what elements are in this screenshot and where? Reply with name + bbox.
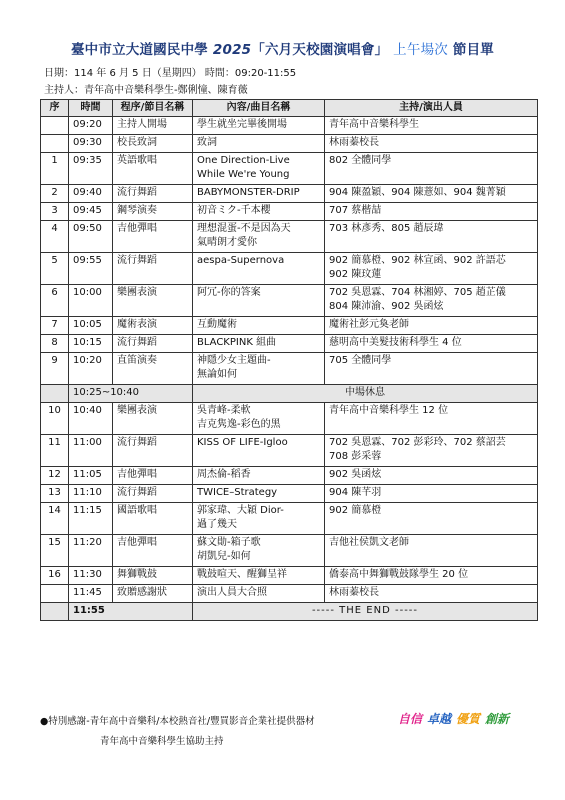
content-line: KISS OF LIFE-Igloo: [197, 437, 288, 448]
performer-line: 902 簡慕橙: [329, 505, 382, 516]
performer-cell: [325, 485, 538, 503]
seq-cell: 2: [41, 185, 69, 203]
performer-cell: [325, 353, 538, 385]
performer-line: 902 簡慕橙、902 林宣函、902 許語芯: [329, 255, 506, 266]
table-row: [41, 253, 538, 285]
program-cell: 流行舞蹈: [113, 253, 193, 285]
performer-cell: [325, 585, 538, 603]
program-table: [40, 99, 538, 621]
program-cell: 魔術表演: [113, 317, 193, 335]
title-suffix: 節目單: [452, 42, 494, 58]
performer-line: 吉他社侯凱文老師: [329, 537, 409, 548]
content-line: 致詞: [197, 137, 217, 148]
table-row: [41, 435, 538, 467]
performer-line: 青年高中音樂科學生: [329, 119, 419, 130]
time-cell: 09:55: [69, 253, 113, 285]
event-year: 2025: [212, 42, 252, 58]
performer-line: 林雨蓁校長: [329, 137, 379, 148]
performer-line: 707 蔡楷喆: [329, 205, 382, 216]
content-line: 演出人員大合照: [197, 587, 267, 598]
time-cell: 11:10: [69, 485, 113, 503]
content-cell: [193, 485, 325, 503]
performer-cell: [325, 203, 538, 221]
table-row: [41, 135, 538, 153]
table-row: [41, 221, 538, 253]
time-cell: 09:45: [69, 203, 113, 221]
table-row: [41, 185, 538, 203]
performer-line: 702 吳恩霖、704 林湘婷、705 趙芷儀: [329, 287, 506, 298]
content-line: 蘇文勛-箱子歌: [197, 537, 261, 548]
seq-cell: 7: [41, 317, 69, 335]
performer-line: 703 林彥秀、805 趙辰瑋: [329, 223, 444, 234]
content-cell: [193, 117, 325, 135]
performer-cell: [325, 317, 538, 335]
program-cell: 吉他彈唱: [113, 535, 193, 567]
school-name: 臺中市立大道國民中學: [70, 42, 208, 58]
performer-line: 804 陳沛渝、902 吳函炫: [329, 301, 444, 312]
seq-cell: 16: [41, 567, 69, 585]
performer-cell: [325, 135, 538, 153]
break-time: 10:25~10:40: [69, 385, 193, 403]
performer-line: 904 陳盈穎、904 陳薏如、904 魏菁穎: [329, 187, 506, 198]
seq-cell: 5: [41, 253, 69, 285]
page-title: [0, 38, 565, 58]
content-cell: [193, 317, 325, 335]
content-line: 學生就坐完畢後開場: [197, 119, 287, 130]
table-row: [41, 485, 538, 503]
content-line: While We're Young: [197, 169, 290, 180]
content-cell: [193, 467, 325, 485]
program-cell: 吉他彈唱: [113, 467, 193, 485]
performer-line: 林雨蓁校長: [329, 587, 379, 598]
content-line: One Direction-Live: [197, 155, 290, 166]
time-cell: 09:30: [69, 135, 113, 153]
content-cell: [193, 567, 325, 585]
content-cell: [193, 435, 325, 467]
end-label: ----- THE END -----: [193, 603, 538, 621]
performer-line: 慈明高中美髮技術科學生 4 位: [329, 337, 462, 348]
content-line: 郭家瑋、大穎 Dior-: [197, 505, 284, 516]
content-cell: [193, 185, 325, 203]
seq-cell: 9: [41, 353, 69, 385]
content-cell: [193, 203, 325, 221]
table-row: [41, 503, 538, 535]
program-cell: 國語歌唱: [113, 503, 193, 535]
content-line: 互動魔術: [197, 319, 237, 330]
content-line: 無論如何: [197, 369, 237, 380]
thanks-line-2: 青年高中音樂科學生協助主持: [100, 736, 224, 747]
program-cell: 樂團表演: [113, 403, 193, 435]
content-line: 神隱少女主題曲-: [197, 355, 271, 366]
program-cell: 主持人開場: [113, 117, 193, 135]
content-line: BLACKPINK 組曲: [197, 337, 277, 348]
content-cell: [193, 403, 325, 435]
seq-cell: 8: [41, 335, 69, 353]
event-name: 「六月天校園演唱會」: [251, 42, 389, 58]
performer-line: 青年高中音樂科學生 12 位: [329, 405, 449, 416]
program-cell: 英語歌唱: [113, 153, 193, 185]
time-cell: 09:40: [69, 185, 113, 203]
table-row: [41, 317, 538, 335]
content-cell: [193, 285, 325, 317]
seq-cell: 13: [41, 485, 69, 503]
program-cell: 致贈感謝狀: [113, 585, 193, 603]
program-rows: [41, 117, 538, 621]
performer-line: 904 陳芊羽: [329, 487, 382, 498]
content-line: 周杰倫-稻香: [197, 469, 251, 480]
performer-line: 702 吳恩霖、702 彭彩玲、702 蔡詔芸: [329, 437, 506, 448]
content-line: 戰鼓喧天、醒獅呈祥: [197, 569, 287, 580]
content-line: 理想混蛋-不是因為天: [197, 223, 291, 234]
program-cell: 流行舞蹈: [113, 485, 193, 503]
motto-word: 優質: [456, 712, 481, 726]
break-label: 中場休息: [193, 385, 538, 403]
column-header: 序: [41, 100, 69, 117]
program-cell: 流行舞蹈: [113, 185, 193, 203]
content-cell: [193, 221, 325, 253]
table-row: [41, 385, 538, 403]
table-row: [41, 117, 538, 135]
content-cell: [193, 335, 325, 353]
program-cell: 鋼琴演奏: [113, 203, 193, 221]
program-cell: 校長致詞: [113, 135, 193, 153]
time-cell: 11:45: [69, 585, 113, 603]
performer-cell: [325, 117, 538, 135]
program-cell: 流行舞蹈: [113, 435, 193, 467]
content-cell: [193, 353, 325, 385]
content-line: 吉克隽逸-彩色的黑: [197, 419, 281, 430]
performer-line: 802 全體同學: [329, 155, 392, 166]
performer-line: 902 陳玟蓮: [329, 269, 382, 280]
content-line: 過了幾天: [197, 519, 237, 530]
time-cell: 10:05: [69, 317, 113, 335]
seq-cell: 10: [41, 403, 69, 435]
program-cell: 吉他彈唱: [113, 221, 193, 253]
motto-word: 卓越: [427, 712, 452, 726]
seq-cell: 11: [41, 435, 69, 467]
program-cell: 直笛演奏: [113, 353, 193, 385]
table-row: [41, 285, 538, 317]
performer-line: 僑泰高中舞獅戰鼓隊學生 20 位: [329, 569, 469, 580]
table-row: [41, 403, 538, 435]
performer-cell: [325, 503, 538, 535]
host-line: 主持人：青年高中音樂科學生-鄭俐憧、陳育薇: [44, 85, 248, 96]
performer-cell: [325, 185, 538, 203]
content-line: 阿冗-你的答案: [197, 287, 261, 298]
content-cell: [193, 503, 325, 535]
table-row: [41, 203, 538, 221]
time-cell: 09:35: [69, 153, 113, 185]
time-cell: 10:00: [69, 285, 113, 317]
content-cell: [193, 535, 325, 567]
performer-cell: [325, 335, 538, 353]
table-row: [41, 567, 538, 585]
table-row: [41, 585, 538, 603]
time-cell: 10:20: [69, 353, 113, 385]
motto-word: 自信: [398, 712, 423, 726]
seq-cell: 12: [41, 467, 69, 485]
column-header: 內容/曲目名稱: [193, 100, 325, 117]
content-cell: [193, 135, 325, 153]
time-cell: 09:20: [69, 117, 113, 135]
seq-cell: 4: [41, 221, 69, 253]
performer-cell: [325, 467, 538, 485]
thanks-line: ●特別感謝-青年高中音樂科/本校熱音社/豐買影音企業社提供器材: [40, 716, 315, 727]
time-cell: 11:30: [69, 567, 113, 585]
content-cell: [193, 253, 325, 285]
table-row: [41, 353, 538, 385]
content-line: 胡凱兒-如何: [197, 551, 251, 562]
time-cell: 10:15: [69, 335, 113, 353]
seq-cell: 1: [41, 153, 69, 185]
end-time: 11:55: [69, 603, 193, 621]
performer-cell: [325, 535, 538, 567]
date-line: 日期：114 年 6 月 5 日（星期四） 時間：09:20-11:55: [44, 68, 297, 79]
time-cell: 11:15: [69, 503, 113, 535]
column-header: 時間: [69, 100, 113, 117]
content-line: TWICE–Strategy: [197, 487, 278, 498]
time-cell: 11:05: [69, 467, 113, 485]
table-header-row: [41, 100, 538, 117]
seq-cell: [41, 117, 69, 135]
content-line: 初音ミク-千本櫻: [197, 205, 271, 216]
table-row: [41, 535, 538, 567]
table-row: [41, 603, 538, 621]
seq-cell: 3: [41, 203, 69, 221]
performer-line: 魔術社彭元奐老師: [329, 319, 409, 330]
performer-line: 708 彭采蓉: [329, 451, 382, 462]
time-cell: 11:00: [69, 435, 113, 467]
performer-cell: [325, 253, 538, 285]
time-cell: 10:40: [69, 403, 113, 435]
school-mottos: [398, 710, 514, 727]
performer-line: 902 吳函炫: [329, 469, 382, 480]
performer-cell: [325, 403, 538, 435]
performer-line: 705 全體同學: [329, 355, 392, 366]
time-cell: 09:50: [69, 221, 113, 253]
performer-cell: [325, 567, 538, 585]
seq-cell: [41, 385, 69, 403]
content-line: aespa-Supernova: [197, 255, 285, 266]
table-row: [41, 153, 538, 185]
seq-cell: [41, 585, 69, 603]
program-cell: 流行舞蹈: [113, 335, 193, 353]
column-header: 主持/演出人員: [325, 100, 538, 117]
time-cell: 11:20: [69, 535, 113, 567]
content-cell: [193, 153, 325, 185]
performer-cell: [325, 153, 538, 185]
motto-word: 創新: [485, 712, 510, 726]
performer-cell: [325, 285, 538, 317]
program-cell: 樂團表演: [113, 285, 193, 317]
seq-cell: [41, 603, 69, 621]
column-header: 程序/節目名稱: [113, 100, 193, 117]
content-line: 氣晴朗才愛你: [197, 237, 257, 248]
seq-cell: 15: [41, 535, 69, 567]
session-label: 上午場次: [393, 42, 448, 58]
seq-cell: 6: [41, 285, 69, 317]
program-cell: 舞獅戰鼓: [113, 567, 193, 585]
seq-cell: 14: [41, 503, 69, 535]
table-row: [41, 335, 538, 353]
table-row: [41, 467, 538, 485]
performer-cell: [325, 221, 538, 253]
performer-cell: [325, 435, 538, 467]
content-line: 吳青峰-柔軟: [197, 405, 251, 416]
content-line: BABYMONSTER-DRIP: [197, 187, 300, 198]
seq-cell: [41, 135, 69, 153]
content-cell: [193, 585, 325, 603]
